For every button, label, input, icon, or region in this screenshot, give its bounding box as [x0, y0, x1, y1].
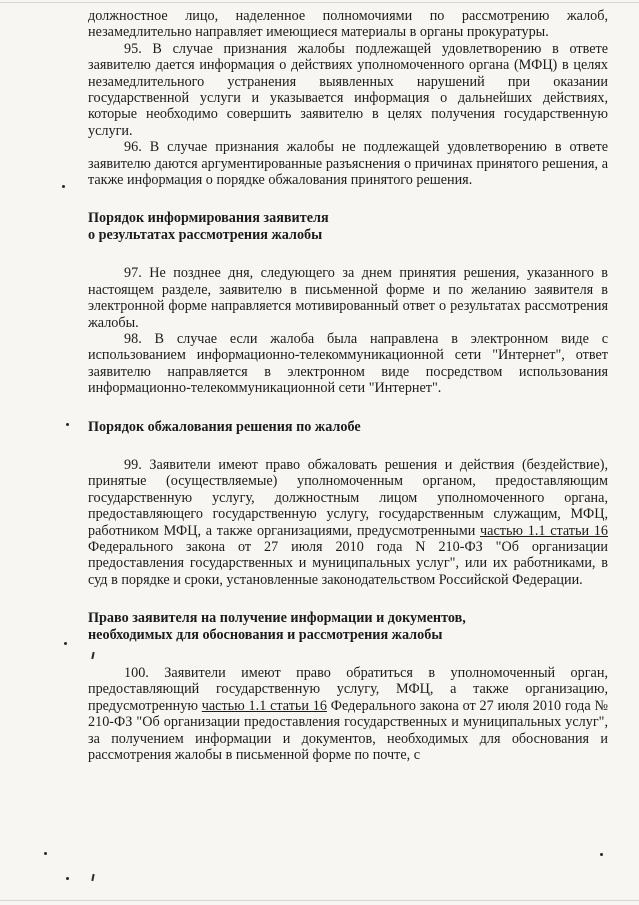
scan-speck: [44, 852, 47, 855]
section-heading-informing-line2: о результатах рассмотрения жалобы: [88, 226, 323, 243]
paragraph-98: 98. В случае если жалоба была направлена в электронном виде с использованием информационно-телекоммуникационной сети "Интернет", ответ заявителю направляется в электронном виде посредством использования информационно-телекоммуникационной сети "Интернет".: [88, 330, 608, 397]
section-heading-right-info-line2: необходимых для обоснования и рассмотрения жалобы: [88, 626, 443, 643]
law-reference-link[interactable]: частью 1.1 статьи 16: [201, 697, 327, 714]
scan-mark: [91, 874, 94, 881]
paragraph-100: [88, 665, 608, 763]
paragraph-96: 96. В случае признания жалобы не подлежащей удовлетворению в ответе заявителю даются аргументированные разъяснения о причинах принятого решения, а также информация о порядке обжалования принятого решения.: [88, 139, 608, 189]
section-heading-right-info-line1: Право заявителя на получение информации и документов,: [88, 610, 466, 627]
scan-speck: [62, 185, 65, 188]
scan-speck: [66, 423, 69, 426]
paragraph-100-text-a: 100. Заявители имеют право обратиться в уполномоченный орган, предоставляющий государственную услугу, МФЦ, а также организацию, предусмотренную: [88, 665, 608, 714]
paragraph-99: [88, 457, 608, 588]
scan-speck: [600, 853, 603, 856]
scan-edge-top: [0, 2, 639, 3]
paragraph-intro: должностное лицо, наделенное полномочиями по рассмотрению жалоб, незамедлительно направляет имеющиеся материалы в органы прокуратуры.: [88, 8, 608, 41]
law-reference-link[interactable]: частью 1.1 статьи 16: [480, 522, 608, 539]
scan-edge-bottom: [0, 900, 639, 901]
paragraph-97: 97. Не позднее дня, следующего за днем принятия решения, указанного в настоящем разделе, заявителю в письменной форме и по желанию заявителя в электронной форме направляется мотивированный ответ о результатах рассмотрения жалобы.: [88, 265, 608, 331]
scan-speck: [66, 877, 69, 880]
paragraph-99-text-a: 99. Заявители имеют право обжаловать решения и действия (бездействие), принятые (осуществляемые) уполномоченным органом, предоставляющим государственную услугу, должностным лицом уполномоченного органа, предоставляющего государственную услугу, государственным служащим, МФЦ, работником МФЦ, а также организациями, предусмотренными: [88, 456, 608, 539]
section-heading-informing-line1: Порядок информирования заявителя: [88, 210, 329, 227]
scan-speck: [64, 642, 67, 645]
paragraph-95: 95. В случае признания жалобы подлежащей удовлетворению в ответе заявителю дается информация о действиях уполномоченного органа (МФЦ) в целях незамедлительного устранения выявленных нарушений при оказании государственной услуги и указывается информация о дальнейших действиях, которые необходимо совершить заявителю в целях получения государственную услуги.: [88, 40, 608, 139]
document-body: [88, 8, 608, 763]
section-heading-appeal: Порядок обжалования решения по жалобе: [88, 418, 361, 435]
paragraph-100-text-b: Федерального закона от 27 июля 2010 года № 210-ФЗ "Об организации предоставления государственных и муниципальных услуг", за получением информации и документов, необходимых для обоснования и рассмотрения жалобы в письменной форме по почте, с: [88, 697, 608, 764]
paragraph-99-text-b: Федерального закона от 27 июля 2010 года N 210-ФЗ "Об организации предоставления государственных и муниципальных услуг", или их работниками, в суд в порядке и сроки, установленные законодательством Российской Федерации.: [88, 538, 608, 588]
